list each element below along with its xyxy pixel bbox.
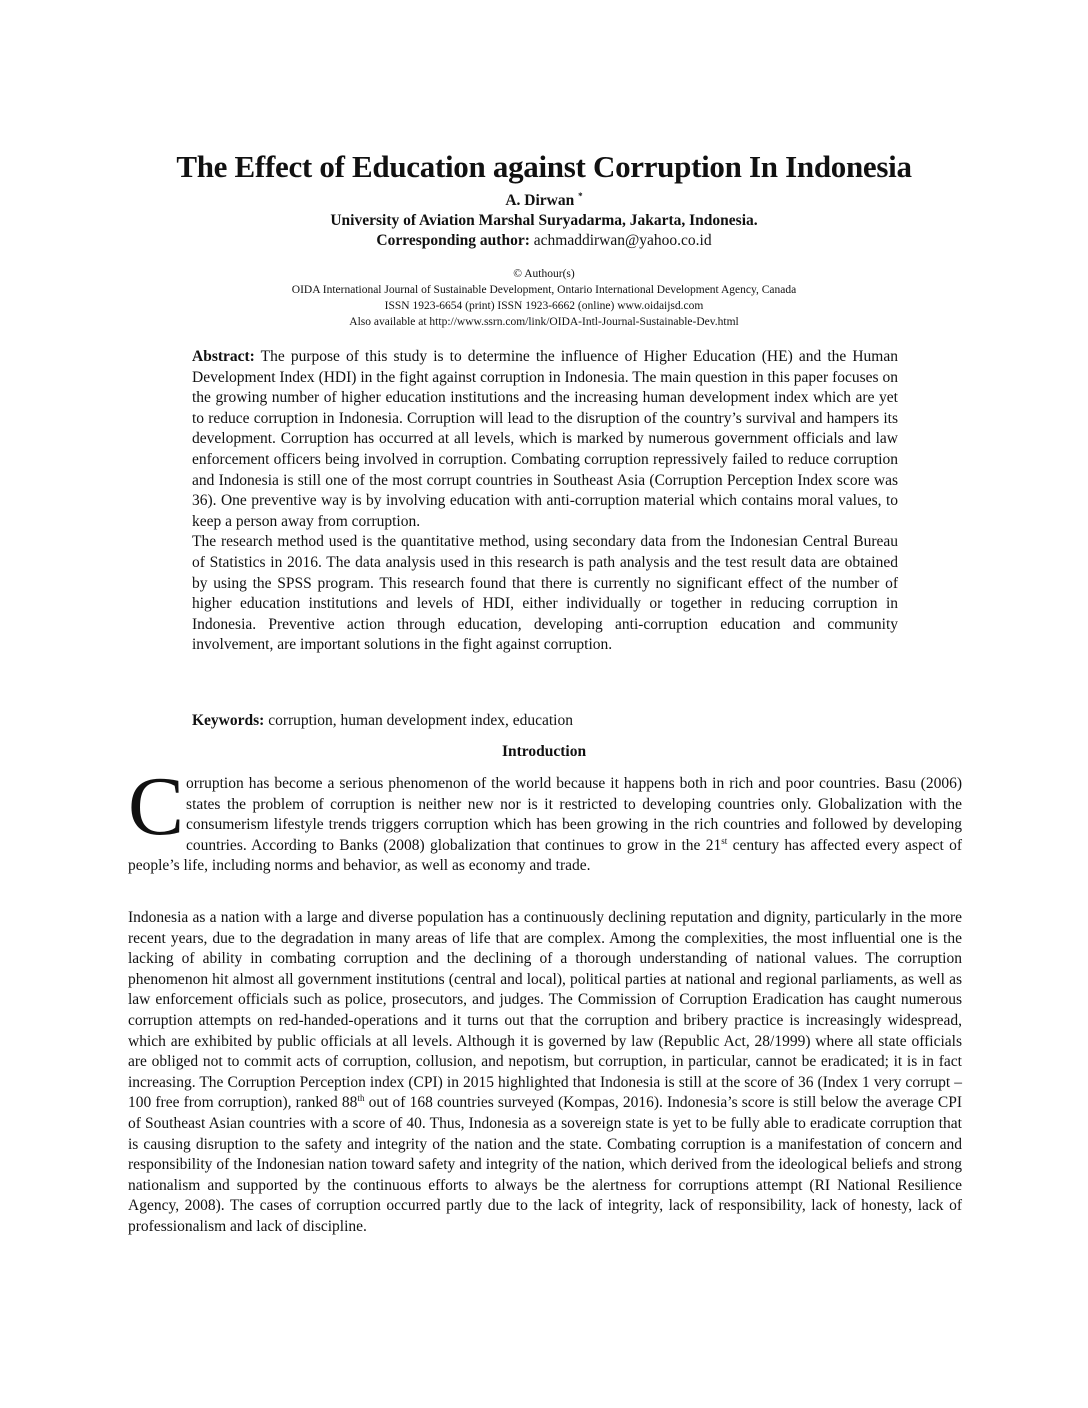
keywords xyxy=(192,712,898,730)
intro-p1-text-b: century has affected every aspect of people’s life, including norms and behavior, as well as economy and trade. xyxy=(128,836,962,875)
corresponding-email: achmaddirwan@yahoo.co.id xyxy=(529,232,712,250)
copyright: © Authour(s) xyxy=(513,268,575,280)
introduction-heading: Introduction xyxy=(501,743,587,760)
abstract xyxy=(192,347,898,656)
affiliation: University of Aviation Marshal Suryadarma, Jakarta, Indonesia. xyxy=(330,212,758,230)
abstract-label: Abstract: xyxy=(192,348,255,365)
author-name xyxy=(0,186,1088,211)
author-name-text: A. Dirwan xyxy=(505,192,575,210)
intro-p1-text-a: orruption has become a serious phenomenon of the world because it happens both in rich and poor countries. Basu (2006) states the problem of corruption is neither new nor is it restricted to developing countries only. Globalization with the consumerism lifestyle trends triggers corruption which has been growing in the rich countries and followed by developing countries. According to Banks (2008) globalization that continues to grow in the 21 xyxy=(186,775,962,854)
intro-p2-text-a: Indonesia as a nation with a large and diverse population has a continuously declining reputation and dignity, particularly in the more recent years, due to the degradation in many areas of life that are complex. Among the complexities, the most influential one is the lacking of ability in combating corruption and the declining of a thorough understanding of national values. The corruption phenomenon hit almost all government institutions (central and local), political parties at national and regional parliaments, as well as law enforcement officials such as police, prosecutors, and judges. The Commission of Corruption Eradication has caught numerous corruption attempts on red-handed-operations and it turns out that the corruption and bribery practice is increasingly widespread, which are exhibited by public officials at all levels. Although it is governed by law (Republic Act, 28/1999) where all state officials are obliged not to commit acts of corruption, collusion, and nepotism, but corruption, in particular, cannot be eradicated; it is in fact increasing. The Corruption Perception index (CPI) in 2015 highlighted that Indonesia is still at the score of 36 (Index 1 very corrupt – 100 free from corruption), ranked 88 xyxy=(128,909,962,1112)
corresponding-label: Corresponding author: xyxy=(376,232,530,250)
intro-p2-text-b: out of 168 countries surveyed (Kompas, 2016). Indonesia’s score is still below the average CPI of Southeast Asian countries with a score of 40. Thus, Indonesia as a sovereign state is yet to be fully able to eradicate corruption that is causing disruption to the safety and integrity of the nation and the state. Combating corruption is a manifestation of concern and responsibility of the Indonesian nation toward safety and integrity of the nation, which derived from the ideological beliefs and strong nationalism and supported by the continuous efforts to always be the alertness for corruptions attempt (RI National Resilience Agency, 2008). The cases of corruption occurred partly due to the lack of integrity, lack of responsibility, lack of honesty, lack of professionalism and lack of discipline. xyxy=(128,1094,962,1235)
availability: Also available at http://www.ssrn.com/link/OIDA-Intl-Journal-Sustainable-Dev.html xyxy=(349,316,739,328)
keywords-text: corruption, human development index, education xyxy=(264,712,573,729)
paper-title: The Effect of Education against Corruption In Indonesia xyxy=(176,148,912,184)
author-mark: * xyxy=(578,191,583,201)
ordinal-suffix: th xyxy=(357,1093,365,1104)
keywords-label: Keywords: xyxy=(192,712,265,729)
journal-name: OIDA International Journal of Sustainable Development, Ontario International Development Agency, Canada xyxy=(291,284,797,296)
abstract-p1-text: The purpose of this study is to determine the influence of Higher Education (HE) and the Human Development Index (HDI) in the fight against corruption in Indonesia. The main question in this paper focuses on the growing number of higher education institutions and the increasing human development index which are yet to reduce corruption in Indonesia. Corruption will lead to the disruption of the country’s survival and hampers its development. Corruption has occurred at all levels, which is marked by numerous government officials and law enforcement officers being involved in corruption. Combating corruption repressively failed to reduce corruption and Indonesia is still one of the most corrupt countries in Southeast Asia (Corruption Perception Index score was 36). One preventive way is by involving education with anti-corruption material which contains moral values, to keep a person away from corruption. xyxy=(192,348,898,530)
author-block xyxy=(0,186,1088,251)
intro-paragraph-2 xyxy=(128,908,962,1238)
intro-paragraph-1 xyxy=(128,760,962,877)
drop-cap: C xyxy=(128,760,185,853)
corresponding-author xyxy=(0,231,1088,251)
issn: ISSN 1923-6654 (print) ISSN 1923-6662 (online) www.oidaijsd.com xyxy=(384,300,704,312)
journal-meta xyxy=(0,266,1088,330)
ordinal-suffix: st xyxy=(721,835,728,846)
abstract-p1 xyxy=(192,347,898,532)
abstract-p2: The research method used is the quantitative method, using secondary data from the Indonesian Central Bureau of Statistics in 2016. The data analysis used in this research is path analysis and the test result data are obtained by using the SPSS program. This research found that there is currently no significant effect of the number of higher education institutions and levels of HDI, either individually or together in reducing corruption in Indonesia. Preventive action through education, developing anti-corruption education and community involvement, are important solutions in the fight against corruption. xyxy=(192,533,898,654)
